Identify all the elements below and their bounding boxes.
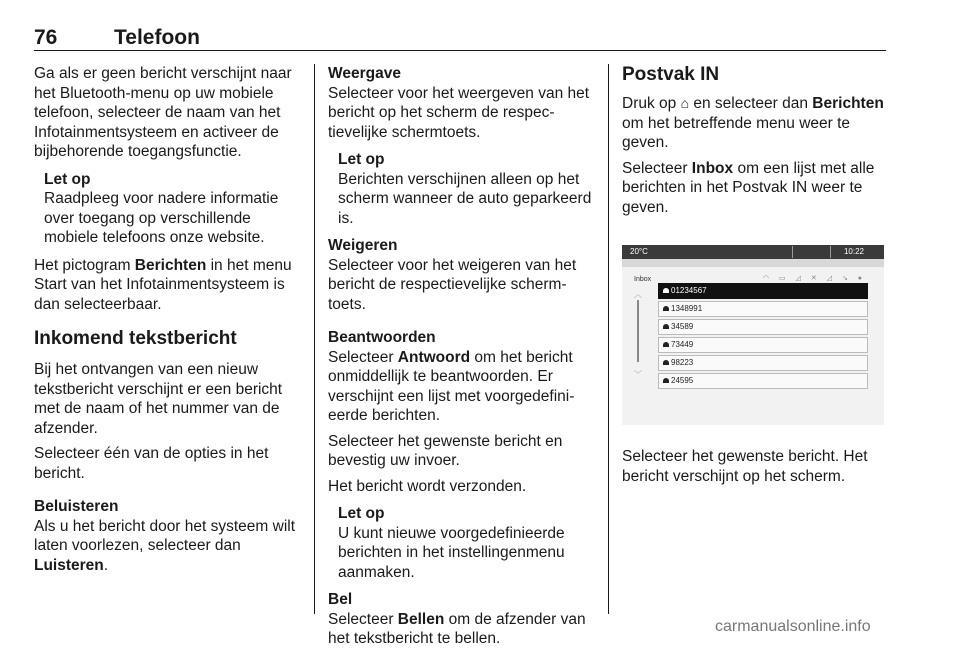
paragraph: Selecteer Inbox om een lijst met alle berichten in het Postvak IN weer te geven. <box>622 159 875 216</box>
note-title: Let op <box>338 151 385 168</box>
watermark: carmanualsonline.info <box>715 618 871 635</box>
column-divider <box>314 64 315 614</box>
subheading: Weergave <box>328 65 401 82</box>
screen-status-bar <box>622 245 884 259</box>
paragraph: Selecteer voor het weigeren van het bericht de respectievelijke schermtoets. <box>328 256 577 313</box>
column-3 <box>622 64 892 492</box>
list-item[interactable]: 73449 <box>658 337 868 353</box>
divider <box>792 246 793 258</box>
paragraph: Druk op ⌂ en selecteer dan Berichten om het betreffende menu weer te geven. <box>622 95 884 151</box>
message-list <box>658 283 868 391</box>
note-text: U kunt nieuwe voorgedefinieerde berichten in het instellingenmenu aanmaken. <box>338 524 565 581</box>
section-heading: Inkomend tekstbericht <box>34 328 237 349</box>
list-item[interactable]: 34589 <box>658 319 868 335</box>
message-icon <box>663 342 669 347</box>
status-icons: ◠ ▭ ◿ ✕ ◿ ↘ ● <box>762 275 866 282</box>
message-icon <box>663 360 669 365</box>
column-2 <box>328 64 596 655</box>
clock-readout: 10:22 <box>843 247 864 256</box>
paragraph: Het bericht wordt verzonden. <box>328 477 527 495</box>
note <box>338 150 596 228</box>
note-title: Let op <box>338 505 385 522</box>
temperature-readout: 20°C <box>630 247 648 256</box>
page-header <box>34 26 886 51</box>
list-item[interactable]: 01234567 <box>658 283 868 299</box>
page-number: 76 <box>34 26 58 49</box>
column-divider <box>608 64 609 614</box>
inbox-title: Inbox <box>634 276 652 283</box>
paragraph: Selecteer voor het weergeven van het bericht op het scherm de respectievelijke schermtoets. <box>328 84 590 141</box>
page-title: Telefoon <box>114 26 200 49</box>
list-item[interactable]: 1348991 <box>658 301 868 317</box>
subheading: Bel <box>328 591 353 608</box>
note-title: Let op <box>44 170 91 188</box>
scroll-down-icon[interactable]: ﹀ <box>634 370 642 379</box>
message-icon <box>663 288 669 293</box>
paragraph: Selecteer Antwoord om het bericht onmiddellijk te beantwoorden. Er verschijnt een lijst met voorgedefinieerde berichten. <box>328 348 575 424</box>
message-icon <box>663 306 669 311</box>
paragraph: Selecteer het gewenste bericht en bevestig uw invoer. <box>328 432 563 469</box>
scroll-up-icon[interactable]: ︿ <box>634 290 642 299</box>
home-icon: ⌂ <box>680 95 690 111</box>
paragraph: Bij het ontvangen van een nieuw tekstbericht verschijnt er een bericht met de naam of het nummer van de afzender. <box>34 361 283 437</box>
subheading: Beluisteren <box>34 498 119 515</box>
paragraph: Selecteer één van de opties in het bericht. <box>34 445 269 482</box>
paragraph: Selecteer het gewenste bericht. Het bericht verschijnt op het scherm. <box>622 448 868 485</box>
note-text: Berichten verschijnen alleen op het scherm wanneer de auto geparkeerd is. <box>338 170 592 227</box>
section-heading: Postvak IN <box>622 64 720 85</box>
scrollbar[interactable] <box>637 300 639 362</box>
divider <box>830 246 831 258</box>
subheading: Weigeren <box>328 237 398 254</box>
note <box>44 170 302 248</box>
paragraph: Ga als er geen bericht verschijnt naar het Bluetooth-menu op uw mobiele telefoon, selecteer de naam van het Infotainmentsysteem en activeer de bijbehorende toegangsfunctie. <box>34 65 292 160</box>
paragraph: Als u het bericht door het systeem wilt laten voorlezen, selecteer dan Luisteren. <box>34 517 296 574</box>
list-item[interactable]: 98223 <box>658 355 868 371</box>
note <box>338 504 596 582</box>
column-1 <box>34 64 302 581</box>
infotainment-screenshot <box>622 245 884 425</box>
list-item[interactable]: 24595 <box>658 373 868 389</box>
message-icon <box>663 378 669 383</box>
message-icon <box>663 324 669 329</box>
subheading: Beantwoorden <box>328 329 436 346</box>
paragraph: Selecteer Bellen om de afzender van het tekstbericht te bellen. <box>328 610 586 647</box>
note-text: Raadpleeg voor nadere informatie over toegang op verschillende mobiele telefoons onze website. <box>44 190 279 246</box>
screen-subbar <box>622 259 884 267</box>
paragraph: Het pictogram Berichten in het menu Start van het Infotainmentsysteem is dan selecteerbaar. <box>34 256 292 313</box>
